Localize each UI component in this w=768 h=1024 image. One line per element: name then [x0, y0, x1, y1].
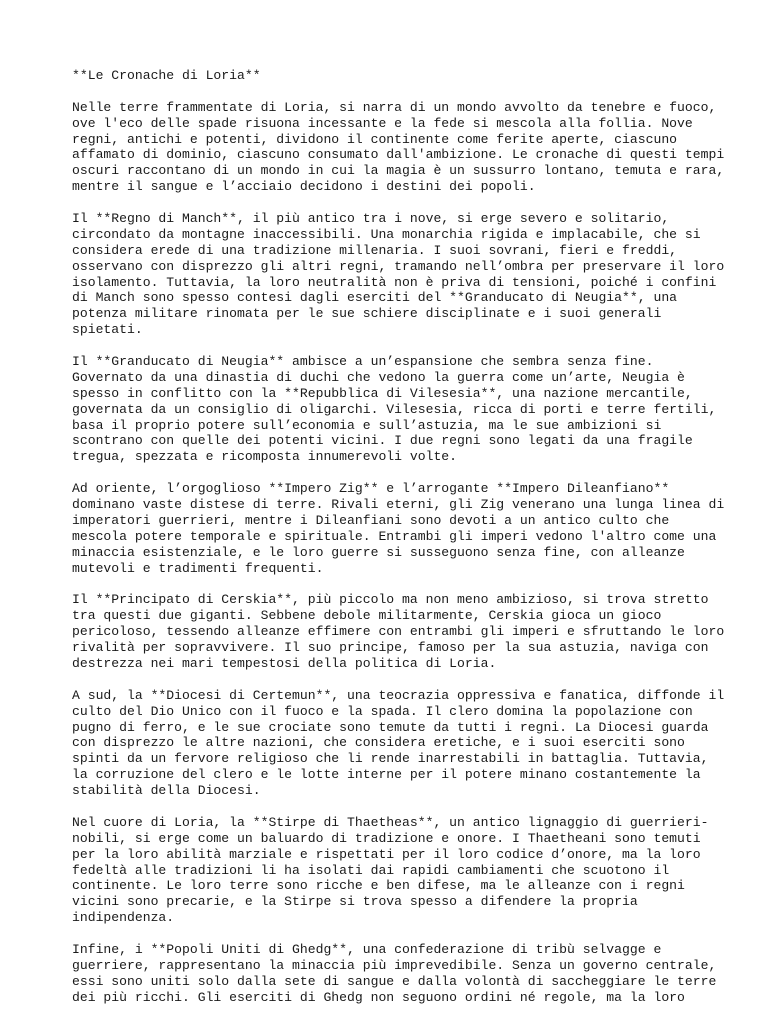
- text-line: mescola potere temporale e spirituale. Entrambi gli imperi vedono l'altro come una: [72, 528, 717, 544]
- text-line: spinti da un fervore religioso che li rende inarrestabili in battaglia. Tuttavia,: [72, 751, 709, 767]
- text-line: dominano vaste distese di terre. Rivali eterni, gli Zig venerano una lunga linea di: [72, 497, 725, 513]
- text-line: considera erede di una tradizione millenaria. I suoi sovrani, fieri e freddi,: [72, 242, 678, 258]
- text-line: guerriere, rappresentano la minaccia più imprevedibile. Senza un governo centrale,: [72, 957, 717, 973]
- text-line: mutevoli e tradimenti frequenti.: [72, 560, 324, 576]
- paragraph: [72, 211, 725, 338]
- document-page: [72, 68, 725, 1021]
- text-line: Infine, i **Popoli Uniti di Ghedg**, una confederazione di tribù selvagge e: [72, 941, 662, 957]
- text-line: continente. Le loro terre sono ricche e ben difese, ma le alleanze con i regni: [72, 878, 685, 894]
- text-line: indipendenza.: [72, 910, 175, 926]
- paragraph: [72, 941, 717, 1006]
- text-line: tregua, spezzata e ricomposta innumerevoli volte.: [72, 449, 458, 465]
- paragraph: [72, 354, 717, 465]
- text-line: Ad oriente, l’orgoglioso **Impero Zig** e l’arrogante **Impero Dileanfiano**: [72, 481, 670, 497]
- text-line: potenza militare rinomata per le sue schiere disciplinate e i suoi generali: [72, 306, 662, 322]
- text-line: Nel cuore di Loria, la **Stirpe di Thaetheas**, un antico lignaggio di guerrieri-: [72, 814, 709, 830]
- text-line: circondato da montagne inaccessibili. Una monarchia rigida e implacabile, che si: [72, 226, 701, 242]
- text-line: spietati.: [72, 322, 143, 338]
- document-title: **Le Cronache di Loria**: [72, 68, 261, 83]
- text-line: ove l'eco delle spade risuona incessante e la fede si mescola alla follia. Nove: [72, 115, 693, 131]
- text-line: regni, antichi e potenti, dividono il continente come ferite aperte, ciascuno: [72, 131, 678, 147]
- text-line: nobili, si erge come un baluardo di tradizione e onore. I Thaetheani sono temuti: [72, 830, 701, 846]
- text-line: oscuri raccontano di un mondo in cui la magia è un sussurro lontano, temuta e rara,: [72, 163, 725, 179]
- paragraph: [72, 481, 725, 576]
- text-line: Il **Granducato di Neugia** ambisce a un’espansione che sembra senza fine.: [72, 354, 654, 370]
- text-line: isolamento. Tuttavia, la loro neutralità non è priva di tensioni, poiché i confini: [72, 274, 717, 290]
- text-line: Governato da una dinastia di duchi che vedono la guerra come un’arte, Neugia è: [72, 369, 685, 385]
- text-line: culto del Dio Unico con il fuoco e la spada. Il clero domina la popolazione con: [72, 703, 693, 719]
- text-line: essi sono uniti solo dalla sete di sangue e dalla volontà di saccheggiare le terre: [72, 973, 717, 989]
- text-line: dei più ricchi. Gli eserciti di Ghedg non seguono ordini né regole, ma la loro: [72, 989, 685, 1005]
- text-line: fedeltà alle tradizioni li ha isolati dai rapidi cambiamenti che scuotono il: [72, 862, 670, 878]
- text-line: rivalità per sopravvivere. Il suo principe, famoso per la sua astuzia, naviga con: [72, 640, 709, 656]
- text-line: affamato di dominio, ciascuno consumato dall'ambizione. Le cronache di questi tempi: [72, 147, 725, 163]
- text-line: spesso in conflitto con la **Repubblica di Vilesesia**, una nazione mercantile,: [72, 385, 693, 401]
- text-line: la corruzione del clero e le lotte interne per il potere minano costantemente la: [72, 767, 701, 783]
- text-line: governata da un consiglio di oligarchi. Vilesesia, ricca di porti e terre fertili,: [72, 401, 717, 417]
- paragraph: [72, 815, 712, 926]
- text-line: stabilità della Diocesi.: [72, 783, 261, 799]
- text-line: minaccia esistenziale, e le loro guerre si susseguono senza fine, con alleanze: [72, 544, 685, 560]
- text-line: pericoloso, tessendo alleanze effimere con entrambi gli imperi e sfruttando le loro: [72, 624, 725, 640]
- paragraph: [72, 99, 725, 195]
- text-line: di Manch sono spesso contesi dagli eserciti del **Granducato di Neugia**, una: [72, 290, 678, 306]
- text-line: Il **Principato di Cerskia**, più piccolo ma non meno ambizioso, si trova stretto: [72, 592, 709, 608]
- text-line: imperatori guerrieri, mentre i Dileanfiani sono devoti a un antico culto che: [72, 512, 670, 528]
- text-line: Il **Regno di Manch**, il più antico tra i nove, si erge severo e solitario,: [72, 211, 670, 227]
- text-line: tra questi due giganti. Sebbene debole militarmente, Cerskia gioca un gioco: [72, 608, 662, 624]
- text-line: A sud, la **Diocesi di Certemun**, una teocrazia oppressiva e fanatica, diffonde il: [72, 687, 725, 703]
- paragraph: [72, 687, 725, 799]
- text-line: mentre il sangue e l’acciaio decidono i destini dei popoli.: [72, 179, 536, 195]
- text-line: scontrano con quelle dei potenti vicini. I due regni sono legati da una fragile: [72, 433, 693, 449]
- text-line: vicini sono precarie, e la Stirpe si trova spesso a difendere la propria: [72, 894, 638, 910]
- text-line: con disprezzo le altre nazioni, che considera eretiche, e i suoi eserciti sono: [72, 735, 685, 751]
- text-line: osservano con disprezzo gli altri regni, tramando nell’ombra per preservare il loro: [72, 258, 725, 274]
- text-line: Nelle terre frammentate di Loria, si narra di un mondo avvolto da tenebre e fuoco,: [72, 99, 717, 115]
- text-line: destrezza nei mari tempestosi della politica di Loria.: [72, 655, 497, 671]
- text-line: pugno di ferro, e le sue crociate sono temute da tutti i regni. La Diocesi guarda: [72, 719, 709, 735]
- document-body: [72, 99, 725, 1006]
- paragraph: [72, 592, 725, 671]
- text-line: per la loro abilità marziale e rispettati per il loro codice d’onore, ma la loro: [72, 846, 701, 862]
- text-line: basa il proprio potere sull’economia e sull’astuzia, ma le sue ambizioni si: [72, 417, 662, 433]
